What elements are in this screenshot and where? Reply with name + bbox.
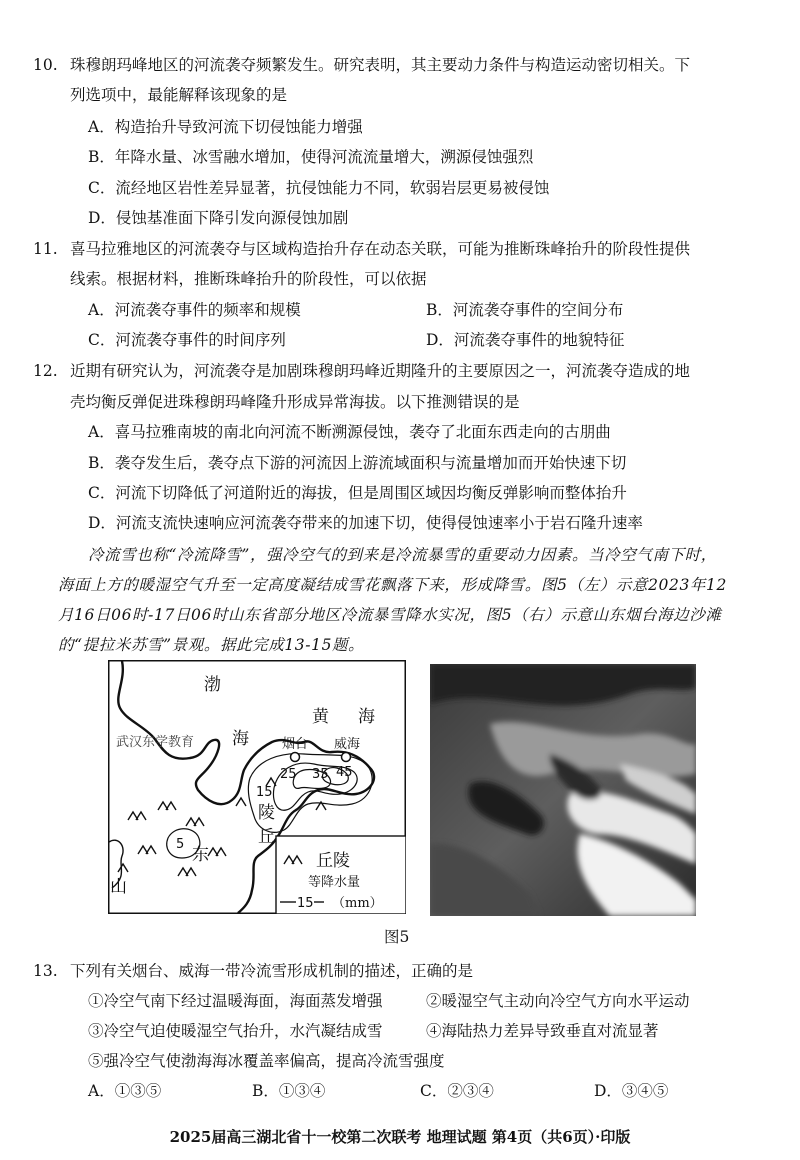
- page-footer: 2025届高三湖北省十一校第二次联考 地理试题 第4页（共6页）·印版: [169, 1128, 631, 1146]
- label-qiu: 丘: [258, 827, 275, 847]
- q10-number: 10.: [33, 56, 58, 74]
- q12-number: 12.: [33, 362, 58, 380]
- q11-stem-line2: 线索。根据材料，推断珠峰抬升的阶段性，可以依据: [70, 270, 427, 288]
- q13-statement-1: ①冷空气南下经过温暖海面，海面蒸发增强: [88, 992, 383, 1010]
- q11-option-a: A．河流袭夺事件的频率和规模: [88, 301, 301, 319]
- q13-option-d: D．③④⑤: [594, 1082, 669, 1100]
- q13-option-c: C．②③④: [420, 1082, 494, 1100]
- cold-snow-precipitation-map: [108, 660, 406, 914]
- isoline-label-15: 15: [256, 785, 273, 800]
- legend-isoline-label: 等降水量: [308, 875, 361, 890]
- yantai-city-marker: [291, 753, 300, 762]
- material-line3: 月16日06时-17日06时山东省部分地区冷流暴雪降水实况，图5（右）示意山东烟台海边沙滩: [58, 606, 722, 624]
- q12-stem-line2: 壳均衡反弹促进珠穆朗玛峰隆升形成异常海拔。以下推测错误的是: [70, 393, 520, 411]
- q10-option-b: B．年降水量、冰雪融水增加，使得河流流量增大，溯源侵蚀强烈: [88, 148, 534, 166]
- legend-hills-label: 丘陵: [316, 851, 350, 871]
- label-bohai-bo: 渤: [204, 675, 221, 695]
- label-huanghai-huang: 黄: [312, 707, 329, 727]
- q13-statement-5: ⑤强冷空气使渤海海冰覆盖率偏高，提高冷流雪强度: [88, 1052, 445, 1070]
- isoline-label-25: 25: [280, 767, 297, 782]
- q13-option-a: A．①③⑤: [88, 1082, 162, 1100]
- q13-statement-2: ②暖湿空气主动向冷空气方向水平运动: [426, 992, 690, 1010]
- legend-unit: （mm）: [332, 896, 383, 911]
- q13-stem: 下列有关烟台、威海一带冷流雪形成机制的描述，正确的是: [70, 962, 474, 980]
- q13-number: 13.: [33, 962, 58, 980]
- q10-stem-line2: 列选项中，最能解释该现象的是: [70, 86, 288, 104]
- q11-number: 11.: [33, 240, 58, 258]
- isoline-label-45: 45: [336, 765, 353, 780]
- label-dong: 东: [192, 845, 209, 865]
- label-weihai: 威海: [334, 737, 361, 752]
- weihai-city-marker: [342, 753, 351, 762]
- label-bohai-hai: 海: [232, 729, 249, 749]
- q12-stem-line1: 近期有研究认为，河流袭夺是加剧珠穆朗玛峰近期隆升的主要原因之一，河流袭夺造成的地: [70, 362, 691, 380]
- isoline-label-35: 35: [312, 767, 329, 782]
- q11-option-d: D．河流袭夺事件的地貌特征: [426, 331, 625, 349]
- figure-caption: 图5: [384, 928, 410, 946]
- q11-option-c: C．河流袭夺事件的时间序列: [88, 331, 286, 349]
- q10-option-a: A．构造抬升导致河流下切侵蚀能力增强: [88, 118, 363, 136]
- q10-option-d: D．侵蚀基准面下降引发向源侵蚀加剧: [88, 209, 349, 227]
- q12-option-b: B．袭夺发生后，袭夺点下游的河流因上游流域面积与流量增加而开始快速下切: [88, 454, 627, 472]
- q12-option-c: C．河流下切降低了河道附近的海拔，但是周围区域因均衡反弹影响而整体抬升: [88, 484, 627, 502]
- label-ling: 陵: [258, 803, 275, 823]
- q12-option-a: A．喜马拉雅南坡的南北向河流不断溯源侵蚀，袭夺了北面东西走向的古朋曲: [88, 423, 611, 441]
- material-line1: 冷流雪也称“冷流降雪”，强冷空气的到来是冷流暴雪的重要动力因素。当冷空气南下时，: [88, 546, 717, 564]
- isoline-label-5: 5: [176, 837, 185, 852]
- q10-stem-line1: 珠穆朗玛峰地区的河流袭夺频繁发生。研究表明，其主要动力条件与构造运动密切相关。下: [70, 56, 691, 74]
- q11-option-b: B．河流袭夺事件的空间分布: [426, 301, 624, 319]
- q13-option-b: B．①③④: [252, 1082, 326, 1100]
- material-line4: 的“提拉米苏雪”景观。据此完成13-15题。: [58, 636, 365, 654]
- q11-stem-line1: 喜马拉雅地区的河流袭夺与区域构造抬升存在动态关联，可能为推断珠峰抬升的阶段性提供: [70, 240, 691, 258]
- label-shan: 山: [110, 877, 127, 897]
- label-yantai: 烟台: [282, 737, 309, 752]
- q13-statement-4: ④海陆热力差异导致垂直对流显著: [426, 1022, 659, 1040]
- q12-option-d: D．河流支流快速响应河流袭夺带来的加速下切，使得侵蚀速率小于岩石隆升速率: [88, 514, 643, 532]
- watermark-text: 武汉东学教育: [116, 735, 195, 750]
- q13-statement-3: ③冷空气迫使暖湿空气抬升，水汽凝结成雪: [88, 1022, 383, 1040]
- q10-option-c: C．流经地区岩性差异显著，抗侵蚀能力不同，软弱岩层更易被侵蚀: [88, 179, 550, 197]
- material-line2: 海面上方的暖湿空气升至一定高度凝结成雪花飘落下来，形成降雪。图5（左）示意2023年12: [58, 576, 727, 594]
- legend-isoline-value: 15: [297, 896, 314, 911]
- tiramisu-snow-photo: [430, 664, 696, 916]
- label-huanghai-hai: 海: [358, 707, 375, 727]
